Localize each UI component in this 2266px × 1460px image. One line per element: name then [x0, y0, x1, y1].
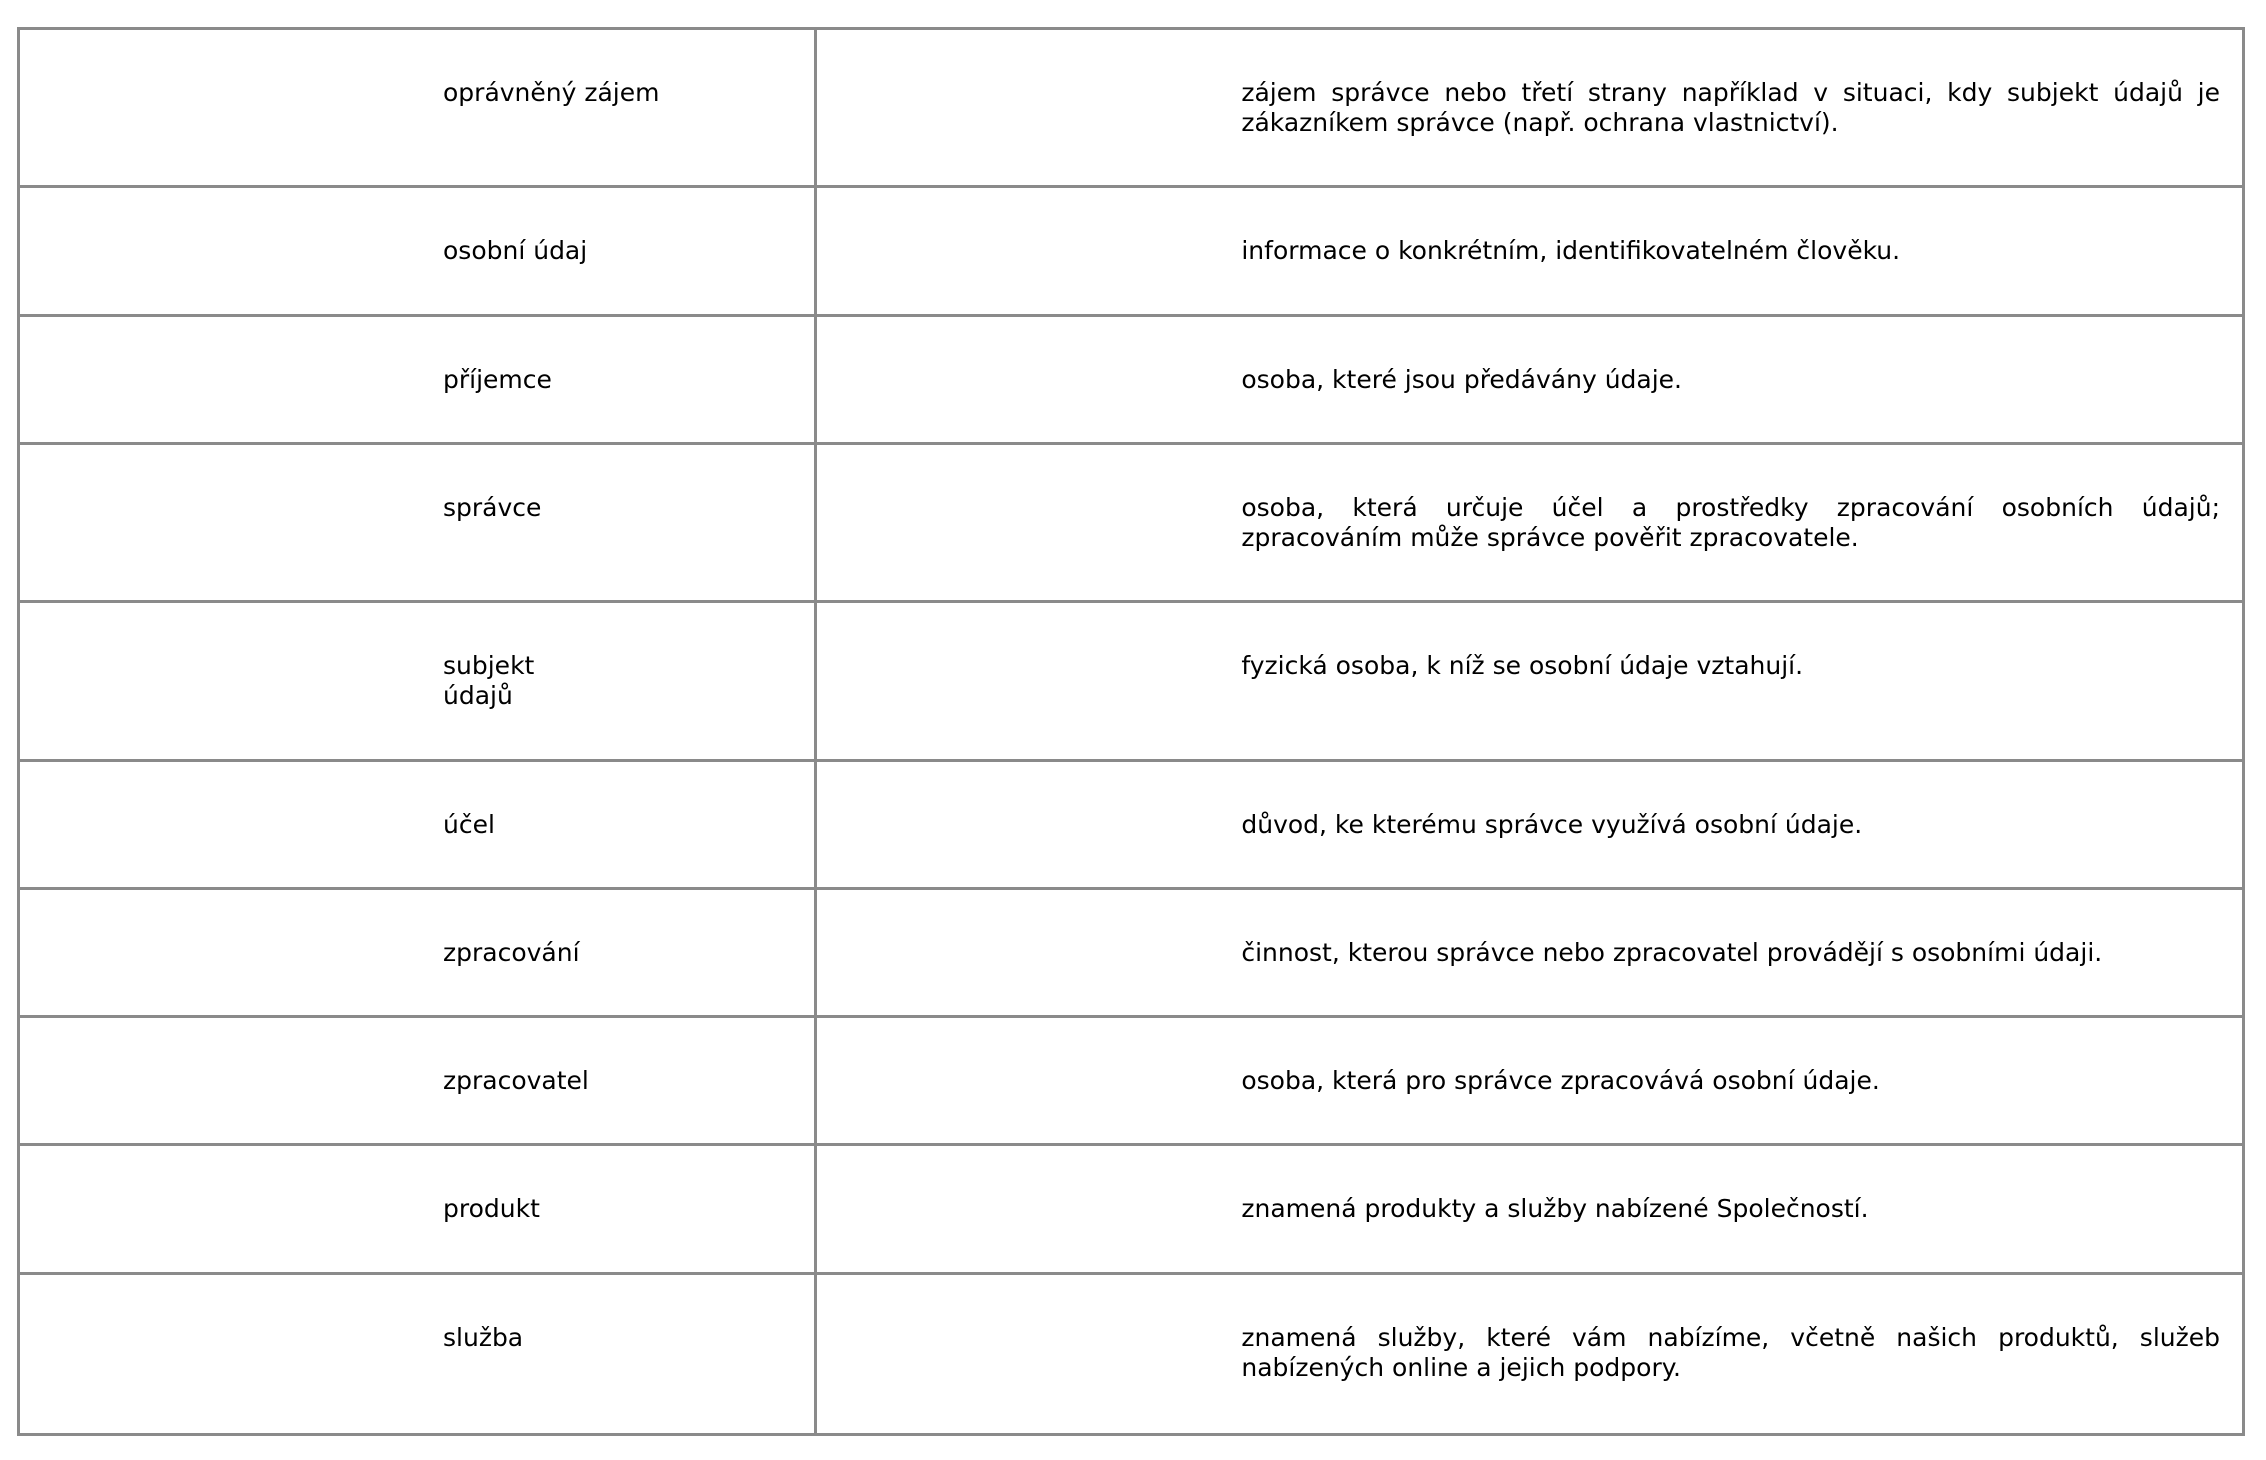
- table-row: [20, 188, 2242, 316]
- definition-cell: znamená služby, které vám nabízíme, včetně našich produktů, služeb nabízených online a jejich podpory.: [1241, 1322, 2220, 1382]
- term-cell: osobní údaj: [20, 188, 817, 316]
- table-row: [20, 1018, 2242, 1146]
- term-cell: příjemce: [20, 317, 817, 445]
- definition-cell: činnost, kterou správce nebo zpracovatel provádějí s osobními údaji.: [817, 890, 2242, 1018]
- table-row: [20, 317, 2242, 445]
- term-cell: zpracovatel: [20, 1018, 817, 1146]
- term-cell: subjekt údajů: [20, 603, 817, 761]
- table-row: [20, 1275, 2242, 1433]
- definition-cell: znamená produkty a služby nabízené Společností.: [817, 1146, 2242, 1274]
- table-row: [20, 1146, 2242, 1274]
- term-cell: produkt: [20, 1146, 817, 1274]
- term-cell: účel: [20, 762, 817, 890]
- definition-cell: informace o konkrétním, identifikovatelném člověku.: [817, 188, 2242, 316]
- definition-cell: fyzická osoba, k níž se osobní údaje vztahují.: [817, 603, 2242, 761]
- definitions-table-wrapper: [17, 27, 2245, 1436]
- definition-cell: důvod, ke kterému správce využívá osobní údaje.: [817, 762, 2242, 890]
- definition-cell: osoba, která pro správce zpracovává osobní údaje.: [817, 1018, 2242, 1146]
- term-cell: zpracování: [20, 890, 817, 1018]
- definitions-table: [17, 27, 2245, 1436]
- term-cell: oprávněný zájem: [20, 30, 817, 188]
- definition-cell: osoba, která určuje účel a prostředky zpracování osobních údajů; zpracováním může správce pověřit zpracovatele.: [817, 445, 2242, 603]
- table-row: [20, 603, 2242, 761]
- table-row: [20, 890, 2242, 1018]
- table-row: [20, 762, 2242, 890]
- definition-cell: zájem správce nebo třetí strany například v situaci, kdy subjekt údajů je zákazníkem správce (např. ochrana vlastnictví).: [817, 30, 2242, 188]
- table-row: [20, 30, 2242, 188]
- definition-cell: osoba, které jsou předávány údaje.: [817, 317, 2242, 445]
- term-cell: služba: [20, 1275, 817, 1433]
- term-cell: správce: [20, 445, 817, 603]
- table-row: [20, 445, 2242, 603]
